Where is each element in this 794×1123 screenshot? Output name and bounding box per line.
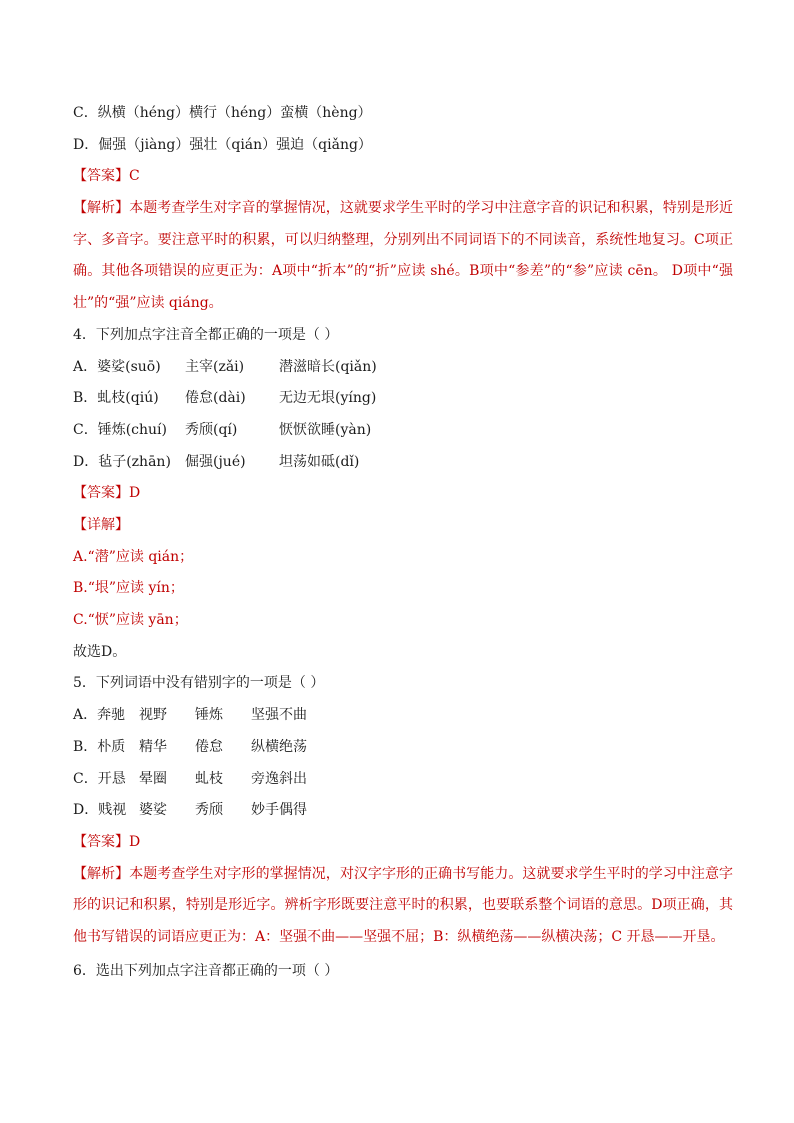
- q6-stem: 6．选出下列加点字注音都正确的一项（ ）: [73, 962, 339, 979]
- answer-tag: 【答案】: [73, 168, 129, 185]
- q3-answer: [73, 161, 733, 193]
- q4-detail-tag: 【详解】: [73, 517, 129, 533]
- analysis-tag: 【解析】: [73, 865, 130, 882]
- document-page: [73, 98, 733, 987]
- q4-conclusion: 故选D。: [73, 643, 127, 660]
- q5-analysis: [73, 859, 733, 954]
- q5-stem: 5．下列词语中没有错别字的一项是（ ）: [73, 675, 325, 692]
- q5-option-c: C．开恳 晕圈 虬枝 旁逸斜出: [73, 770, 307, 787]
- answer-value: D: [129, 833, 141, 850]
- q4-answer: [73, 478, 733, 510]
- q4-option-c: C．锤炼(chuí) 秀颀(qí) 恹恹欲睡(yàn): [73, 421, 372, 438]
- q5-option-a: A．奔驰 视野 锤炼 坚强不曲: [73, 707, 307, 724]
- q4-detail-a: A.“潜”应读 qián；: [73, 548, 194, 565]
- q4-option-a: A．婆娑(suō) 主宰(zǎi) 潜滋暗长(qiǎn): [73, 358, 377, 375]
- q5-answer: [73, 827, 733, 859]
- q4-option-d: D．毡子(zhān) 倔强(jué) 坦荡如砥(dǐ): [73, 453, 360, 470]
- q3-analysis: [73, 193, 733, 320]
- analysis-text: 本题考查学生对字音的掌握情况，这就要求学生平时的学习中注意字音的识记和积累，特别是形近字、多音字。要注意平时的积累，可以归纳整理，分别列出不同词语下的不同读音，系统性地复习。C项正确。其他各项错误的应更正为：A项中“折本”的“折”应读 shé。B项中“参差”的“参”应读 cēn。 D项中“强壮”的“强”应读 qiáng。: [73, 200, 734, 312]
- answer-tag: 【答案】: [73, 485, 129, 502]
- analysis-tag: 【解析】: [73, 200, 130, 217]
- answer-value: D: [129, 485, 141, 502]
- analysis-text: 本题考查学生对字形的掌握情况，对汉字字形的正确书写能力。这就要求学生平时的学习中注意字形的识记和积累，特别是形近字。辨析字形既要注意平时的积累，也要联系整个词语的意思。D项正确，其他书写错误的词语应更正为：A：坚强不曲——坚强不屈；B：纵横绝荡——纵横决荡；C 开恳——开垦。: [73, 865, 734, 945]
- q3-option-c: C．纵横（héng）横行（héng）蛮横（hèng）: [73, 105, 372, 121]
- q5-option-d: D．贱视 婆娑 秀颀 妙手偶得: [73, 802, 307, 819]
- answer-tag: 【答案】: [73, 833, 129, 850]
- answer-value: C: [129, 168, 140, 185]
- q4-detail-b: B.“垠”应读 yín；: [73, 580, 184, 597]
- q4-option-b: B．虬枝(qiú) 倦怠(dài) 无边无垠(yíng): [73, 390, 377, 407]
- q3-option-d: D．倔强（jiàng）强壮（qián）强迫（qiǎng）: [73, 136, 372, 153]
- q5-option-b: B．朴质 精华 倦怠 纵横绝荡: [73, 738, 307, 755]
- q4-detail-c: C.“恹”应读 yān；: [73, 612, 188, 629]
- q4-stem: 4．下列加点字注音全都正确的一项是（ ）: [73, 326, 339, 343]
